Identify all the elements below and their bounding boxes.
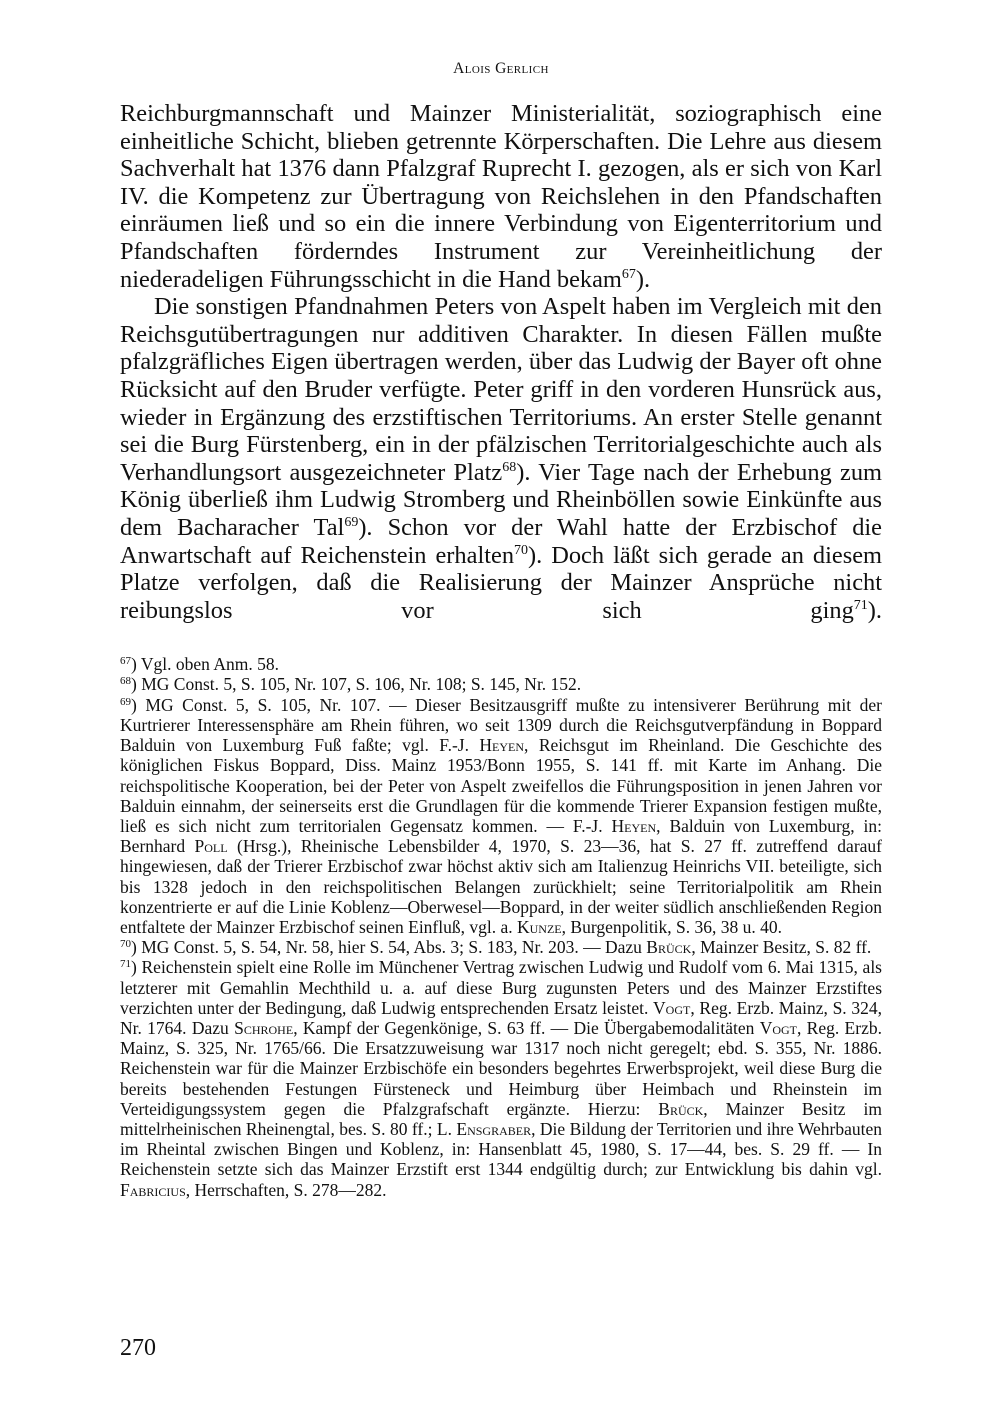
author-name: Fabricius <box>120 1179 186 1200</box>
footnote-text: (Hrsg.), Rheinische Lebensbilder 4, 1970, S. 23—36, hat S. 27 ff. zutreffend darauf hingewiesen, daß der Trierer Erzbischof zwar höchst aktiv sich am Italienzug Heinrichs VII. beteiligte, sich bis 1328 jedoch in den reichspolitischen Belangen zurückhielt; seine Territorialpolitik am Rhein konzentrierte er auf die Linie Koblenz—Oberwesel—Boppard, in der weiter südlich anschließenden Region entfaltete der Mainzer Erzbischof seinen Einfluß, vgl. a. <box>120 836 882 937</box>
footnote-number: 71 <box>120 958 131 971</box>
author-name: Heyen <box>479 735 525 756</box>
footnote-ref-67[interactable]: 67 <box>621 266 636 282</box>
footnote-text: , Reg. Erzb. Mainz, S. 325, Nr. 1765/66. Die Ersatzzuweisung war 1317 noch nicht geregelt; ebd. S. 355, Nr. 1886. Reichenstein war für die Mainzer Erzbischöfe ein besonders begehrtes Erwerbsprojekt, weil diese Burg die bereits bestehenden Festungen Fürsteneck und Heimburg über Heimbach und Rheinstein im Verteidigungssystem gegen die Pfalzgrafschaft ergänzte. Hierzu: <box>120 1017 882 1119</box>
author-name: Brück <box>658 1098 704 1119</box>
footnote-ref-69[interactable]: 69 <box>344 514 359 530</box>
footnote-text: , Mainzer Besitz, S. 82 ff. <box>691 937 872 958</box>
footnote-text: ) MG Const. 5, S. 105, Nr. 107, S. 106, Nr. 108; S. 145, Nr. 152. <box>131 674 582 695</box>
footnote-ref-71[interactable]: 71 <box>853 597 868 613</box>
author-name: Vogt <box>759 1017 797 1038</box>
footnote-67 <box>120 654 882 674</box>
footnote-number: 69 <box>120 695 131 708</box>
paragraph-1 <box>120 100 882 293</box>
author-name: Schrohe <box>234 1017 294 1038</box>
running-head <box>120 58 882 80</box>
paragraph-2-text-c: ). Schon vor der Wahl hatte der Erzbischof die Anwartschaft auf Reichenstein erhalten <box>120 513 882 569</box>
footnote-text: , Die Bildung der Territorien und ihre Wehrbauten im Rheintal zwischen Bingen und Koblenz, in: Hansenblatt 45, 1980, S. 17—44, bes. S. 29 ff. — In Reichenstein setzte sich das Mainzer Erzstift erst 1344 endgültig durch; zur Entwicklung bis dahin vgl. <box>120 1118 882 1180</box>
footnote-text: , Burgenpolitik, S. 36, 38 u. 40. <box>561 916 783 937</box>
body-text <box>120 100 882 624</box>
footnote-number: 67 <box>120 655 131 668</box>
page-number: 270 <box>120 1335 156 1361</box>
running-head-text: Alois Gerlich <box>453 60 549 77</box>
footnote-text: ) MG Const. 5, S. 105, Nr. 107. — Dieser Besitzausgriff mußte zu intensiverer Berührung mit der Kurtrierer Interessensphäre am Rhein führen, wo seit 1309 durch die Reichsgutverpfändung in Boppard Balduin von Luxemburg Fuß faßte; vgl. F.-J. <box>120 694 882 756</box>
footnote-text: ) Vgl. oben Anm. 58. <box>131 654 279 675</box>
footnote-ref-68[interactable]: 68 <box>502 459 517 475</box>
paragraph-2-text-d: ). Doch läßt sich gerade an diesem Platze verfolgen, daß die Realisierung der Mainzer Ansprüche nicht reibungslos vor sich ging <box>120 541 882 624</box>
footnote-ref-70[interactable]: 70 <box>514 542 529 558</box>
author-name: Vogt <box>653 997 691 1018</box>
paragraph-2-text-a: Die sonstigen Pfandnahmen Peters von Aspelt haben im Vergleich mit den Reichsgutübertragungen nur additiven Charakter. In diesen Fällen mußte pfalzgräfliches Eigen übertragen werden, über das Ludwig der Bayer oft ohne Rücksicht auf den Bruder verfügte. Peter griff in den vorderen Hunsrück aus, wieder in Ergänzung des erzstiftischen Territoriums. An erster Stelle genannt sei die Burg Fürstenberg, ein in der pfälzischen Territorialgeschichte auch als Verhandlungsort ausgezeichneter Platz <box>120 293 882 486</box>
author-name: Brück <box>646 937 692 958</box>
footnote-text: , Balduin von Luxemburg, in: Bernhard <box>120 815 882 857</box>
paragraph-1-text: Reichburgmannschaft und Mainzer Ministerialität, soziographisch eine einheitliche Schicht, blieben getrennte Körperschaften. Die Lehre aus diesem Sachverhalt hat 1376 dann Pfalzgraf Ruprecht I. gezogen, als er sich von Karl IV. die Kompetenz zur Übertragung von Reichslehen in den Pfandschaften einräumen ließ und so ein die innere Verbindung von Eigenterritorium und Pfandschaften förderndes Instrument zur Vereinheitlichung der niederadeligen Führungsschicht in die Hand bekam <box>120 100 882 293</box>
footnote-text: , Reichsgut im Rheinland. Die Geschichte des königlichen Fiskus Boppard, Diss. Mainz 1953/Bonn 1955, S. 141 ff. mit Karte im Anhang. Die reichspolitische Kooperation, bei der Peter von Aspelt zweifellos die Führungsposition in jenen Jahren vor Balduin einnahm, der seinerseits erst die Grundlagen für die kommende Trierer Expansion festigen mußte, ließ es sich nicht zum territorialen Gegensatz kommen. — F.-J. <box>120 735 882 836</box>
paragraph-1-end: ). <box>635 265 651 293</box>
footnote-70 <box>120 937 882 957</box>
footnote-text: ) MG Const. 5, S. 54, Nr. 58, hier S. 54, Abs. 3; S. 183, Nr. 203. — Dazu <box>131 937 647 958</box>
footnote-text: , Herrschaften, S. 278—282. <box>185 1179 387 1200</box>
footnote-69 <box>120 695 882 937</box>
footnote-number: 68 <box>120 675 131 688</box>
author-name: Heyen <box>611 815 657 836</box>
author-name: Kunze <box>517 916 562 937</box>
footnote-text: , Kampf der Gegenkönige, S. 63 ff. — Die Übergabemodalitäten <box>293 1017 760 1038</box>
paragraph-2-text-b: ). Vier Tage nach der Erhebung zum König überließ ihm Ludwig Stromberg und Rheinböllen sowie Einkünfte aus dem Bacharacher Tal <box>120 458 883 541</box>
author-name: Ensgraber <box>456 1118 532 1139</box>
footnote-text: ) Reichenstein spielt eine Rolle im Münchener Vertrag zwischen Ludwig und Rudolf vom 6. Mai 1315, als letzterer mit Gemahlin Mechthild u. a. auf diese Burg zugunsten Peters und des Mainzer Erzstiftes verzichten unter der Bedingung, daß Ludwig entsprechenden Ersatz leistet. <box>120 957 882 1018</box>
footnote-text: , Reg. Erzb. Mainz, S. 324, Nr. 1764. Dazu <box>120 997 882 1038</box>
footnote-number: 70 <box>120 938 131 951</box>
author-name: Poll <box>194 836 228 857</box>
footnote-71 <box>120 957 882 1199</box>
footnotes <box>120 654 882 1199</box>
paragraph-2-text-e: ). <box>867 596 882 624</box>
footnote-68 <box>120 674 882 694</box>
footnote-text: , Mainzer Besitz im mittelrheinischen Rheinengtal, bes. S. 80 ff.; L. <box>120 1098 882 1139</box>
paragraph-2 <box>120 293 882 624</box>
page <box>120 58 882 1200</box>
